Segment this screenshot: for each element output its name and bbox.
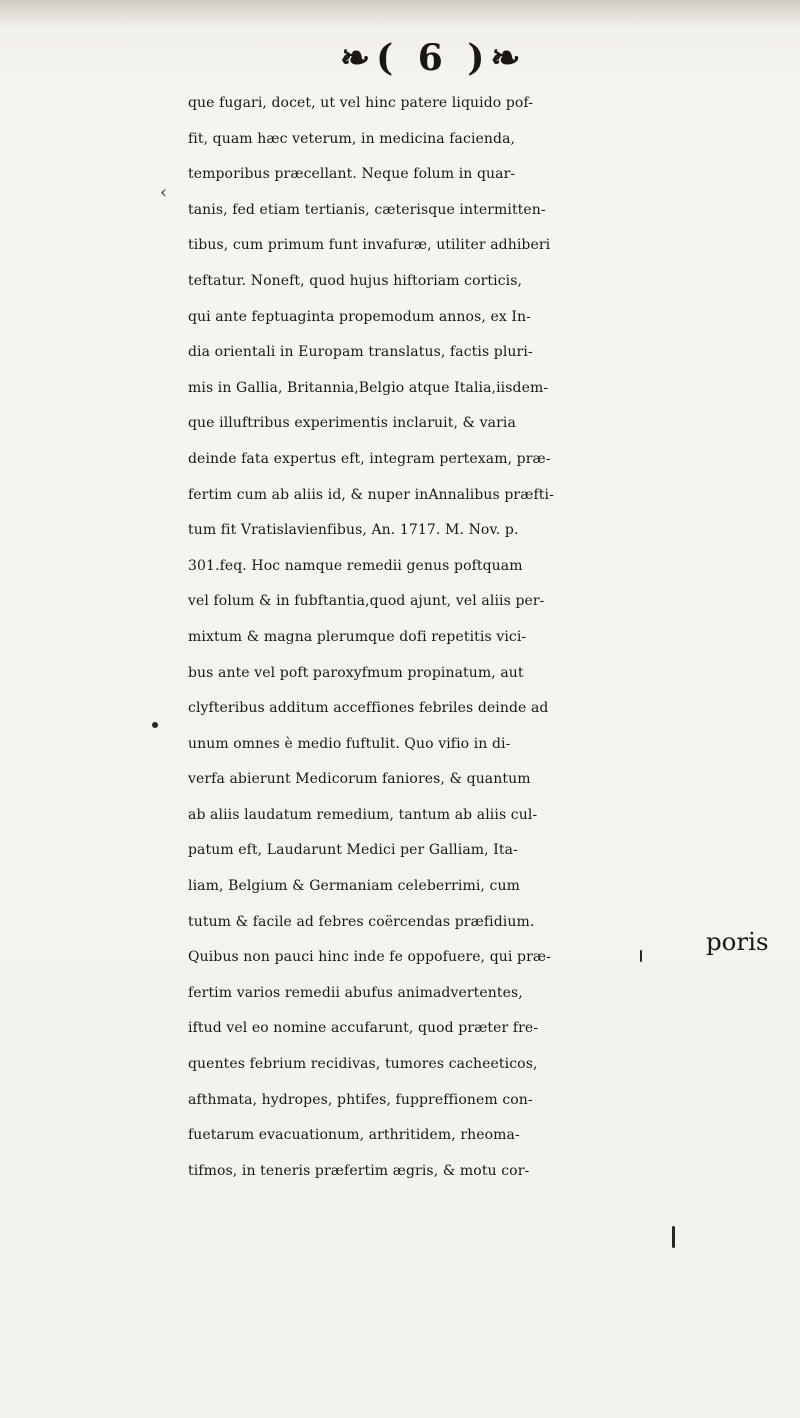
text-line: deinde fata expertus eft, integram pertexam, præ- [188,450,551,467]
ink-speck [152,722,158,728]
text-line: Quibus non pauci hinc inde fe oppofuere, qui præ- [188,949,551,966]
text-line: unum omnes è medio fuftulit. Quo vifio in di- [188,735,511,752]
text-line: vel folum & in fubftantia,quod ajunt, vel aliis per- [188,593,545,610]
text-line: tanis, fed etiam tertianis, cæterisque intermitten- [188,201,546,218]
text-line: mis in Gallia, Britannia,Belgio atque Italia,iisdem- [188,379,549,396]
text-line: fuetarum evacuationum, arthritidem, rheoma- [188,1127,520,1144]
text-line: verfa abierunt Medicorum faniores, & quantum [188,771,531,788]
body-text [188,86,778,1189]
text-line: tum fit Vratislavienfibus, An. 1717. M. Nov. p. [188,522,519,539]
text-line: bus ante vel poft paroxyfmum propinatum, aut [188,664,524,681]
text-line: fertim varios remedii abufus animadvertentes, [188,984,523,1001]
text-line: afthmata, hydropes, phtifes, fuppreffionem con- [188,1091,533,1108]
text-line: fertim cum ab aliis id, & nuper inAnnalibus præfti- [188,486,554,503]
page-top-edge [0,0,800,28]
text-line: quentes febrium recidivas, tumores cacheeticos, [188,1056,538,1073]
page-number-header: ❧( 6 )❧ [340,37,527,79]
text-line: tifmos, in teneris præfertim ægris, & motu cor- [188,1162,530,1179]
text-line: que fugari, docet, ut vel hinc patere liquido pof- [188,95,534,111]
margin-mark: ‹ [160,182,168,203]
text-line: fit, quam hæc veterum, in medicina facienda, [188,130,516,147]
text-line: patum eft, Laudarunt Medici per Galliam, Ita- [188,842,518,859]
ink-speck [640,950,642,962]
text-line: teftatur. Noneft, quod hujus hiftoriam corticis, [188,272,523,289]
catchword: poris [706,927,769,956]
ink-speck [672,1226,675,1248]
text-line: qui ante feptuaginta propemodum annos, ex In- [188,308,531,325]
text-line: 301.feq. Hoc namque remedii genus poftquam [188,557,523,574]
text-line: temporibus præcellant. Neque folum in quar- [188,166,516,183]
text-line: que illuftribus experimentis inclaruit, & varia [188,415,516,432]
text-line: iftud vel eo nomine accufarunt, quod præter fre- [188,1020,539,1037]
text-line: mixtum & magna plerumque dofi repetitis vici- [188,628,527,645]
text-line: dia orientali in Europam translatus, factis pluri- [188,344,533,361]
text-line: liam, Belgium & Germaniam celeberrimi, cum [188,878,520,895]
text-line: clyfteribus additum acceffiones febriles deinde ad [188,700,549,717]
text-line: ab aliis laudatum remedium, tantum ab aliis cul- [188,806,538,823]
text-line: tutum & facile ad febres coërcendas præfidium. [188,913,535,930]
text-line: tibus, cum primum funt invafuræ, utiliter adhiberi [188,237,551,254]
